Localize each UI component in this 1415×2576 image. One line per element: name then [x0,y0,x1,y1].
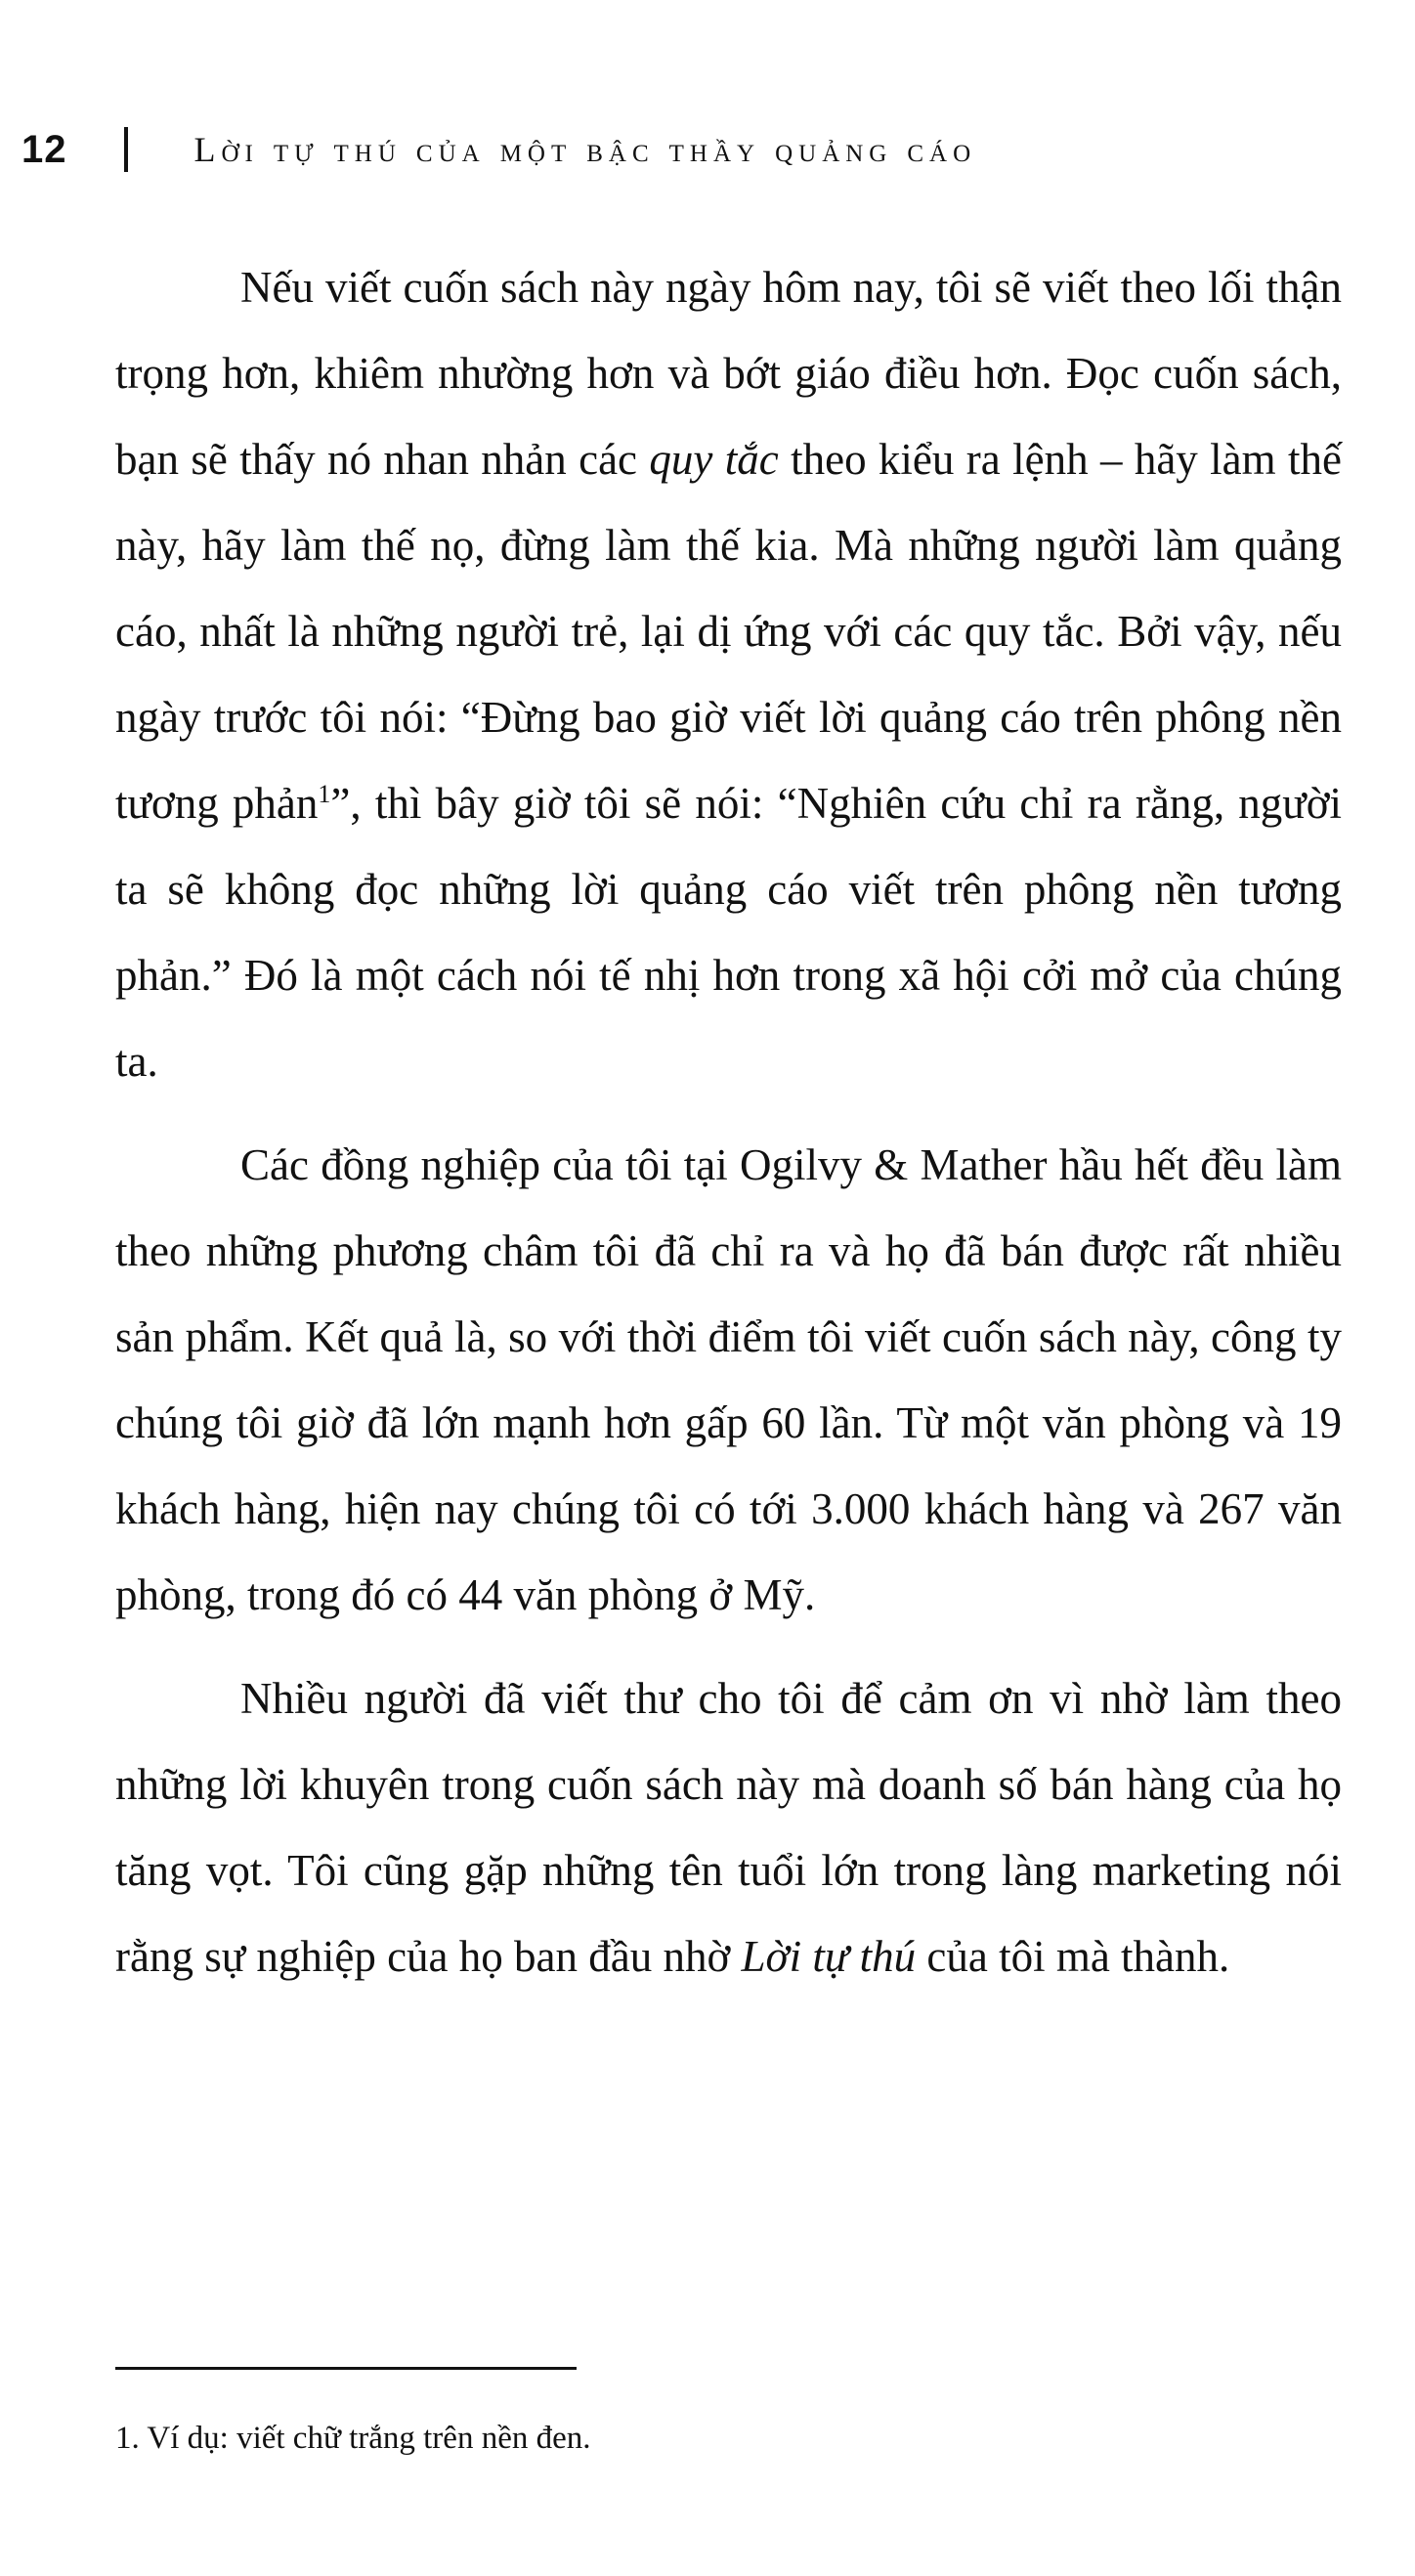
header-separator [124,127,128,172]
paragraph-3-text-a: Nhiều người đã viết thư cho tôi để cảm ơn vì nhờ làm theo những lời khuyên trong cuốn sách này mà doanh số bán hàng của họ tăng vọt. Tôi cũng gặp những tên tuổi lớn trong làng marketing nói rằng sự nghiệp của họ ban đầu nhờ [115,1674,1342,1981]
footnote-divider [115,2367,577,2370]
paragraph-1 [115,244,1342,1104]
paragraph-3-italic: Lời tự thú [741,1932,917,1981]
paragraph-3 [115,1655,1342,1999]
footnote: 1. Ví dụ: viết chữ trắng trên nền đen. [115,2421,591,2456]
paragraph-1-italic: quy tắc [649,435,779,484]
page-number: 12 [21,127,67,171]
paragraph-1-text-a: Nếu viết cuốn sách này ngày hôm nay, tôi sẽ viết theo lối thận trọng hơn, khiêm nhường hơn và bớt giáo điều hơn. Đọc cuốn sách, bạn sẽ thấy nó nhan nhản các [115,263,1342,484]
paragraph-1-text-c: ”, thì bây giờ tôi sẽ nói: “Nghiên cứu chỉ ra rằng, người ta sẽ không đọc những lời quảng cáo viết trên phông nền tương phản.” Đó là một cách nói tế nhị hơn trong xã hội cởi mở của chúng ta. [115,779,1342,1086]
footnote-reference: 1 [318,780,331,808]
body-text [115,244,1342,1999]
paragraph-2: Các đồng nghiệp của tôi tại Ogilvy & Mather hầu hết đều làm theo những phương châm tôi đã chỉ ra và họ đã bán được rất nhiều sản phẩm. Kết quả là, so với thời điểm tôi viết cuốn sách này, công ty chúng tôi giờ đã lớn mạnh hơn gấp 60 lần. Từ một văn phòng và 19 khách hàng, hiện nay chúng tôi có tới 3.000 khách hàng và 267 văn phòng, trong đó có 44 văn phòng ở Mỹ. [115,1140,1342,1619]
paragraph-1-text-b: theo kiểu ra lệnh – hãy làm thế này, hãy làm thế nọ, đừng làm thế kia. Mà những người làm quảng cáo, nhất là những người trẻ, lại dị ứng với các quy tắc. Bởi vậy, nếu ngày trước tôi nói: “Đừng bao giờ viết lời quảng cáo trên phông nền tương phản [115,435,1342,828]
running-title: Lời tự thú của một bậc thầy quảng cáo [193,130,977,169]
running-header [21,115,976,184]
paragraph-3-text-b: của tôi mà thành. [916,1932,1230,1981]
